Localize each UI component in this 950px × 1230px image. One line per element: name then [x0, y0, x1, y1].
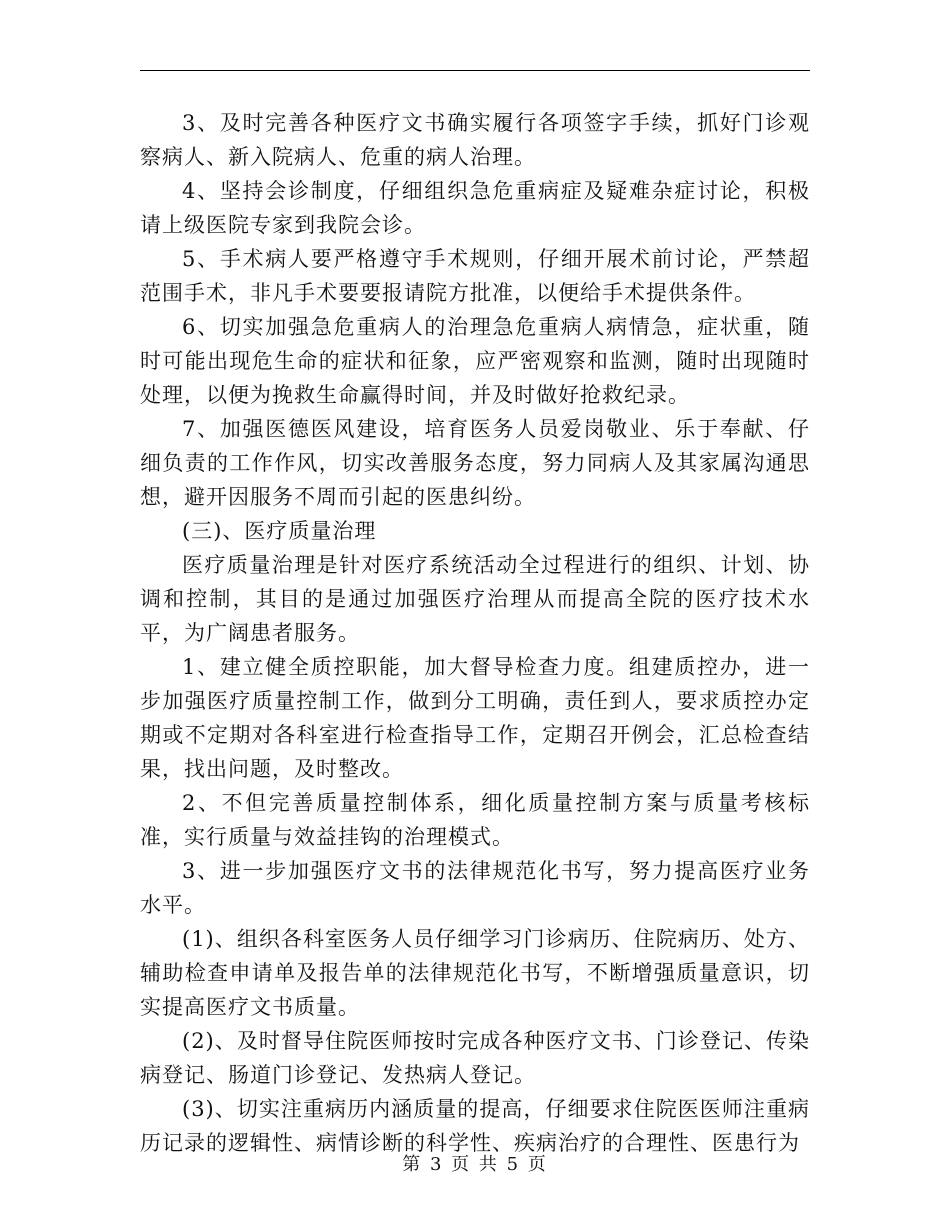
paragraph: 医疗质量治理是针对医疗系统活动全过程进行的组织、计划、协调和控制，其目的是通过加强医疗治理从而提高全院的医疗技术水平，为广阔患者服务。 — [140, 553, 810, 645]
paragraph: (2)、及时督导住院医师按时完成各种医疗文书、门诊登记、传染病登记、肠道门诊登记、发热病人登记。 — [140, 1029, 810, 1087]
paragraph: (3)、切实注重病历内涵质量的提高，仔细要求住院医医师注重病历记录的逻辑性、病情诊断的科学性、疾病治疗的合理性、医患行为 — [140, 1097, 810, 1155]
header-rule — [140, 70, 810, 71]
paragraph: 2、不但完善质量控制体系，细化质量控制方案与质量考核标准，实行质量与效益挂钩的治理模式。 — [140, 791, 810, 849]
page-number: 第 3 页 共 5 页 — [402, 1154, 548, 1175]
paragraph: 6、切实加强急危重病人的治理急危重病人病情急，症状重，随时可能出现危生命的症状和征象，应严密观察和监测，随时出现随时处理，以便为挽救生命赢得时间，并及时做好抢救纪录。 — [140, 315, 810, 407]
paragraph: (1)、组织各科室医务人员仔细学习门诊病历、住院病历、处方、辅助检查申请单及报告单的法律规范化书写，不断增强质量意识，切实提高医疗文书质量。 — [140, 927, 810, 1019]
paragraph: 5、手术病人要严格遵守手术规则，仔细开展术前讨论，严禁超范围手术，非凡手术要要报请院方批准，以便给手术提供条件。 — [140, 247, 810, 305]
paragraph: 3、进一步加强医疗文书的法律规范化书写，努力提高医疗业务水平。 — [140, 859, 810, 917]
paragraph: 1、建立健全质控职能，加大督导检查力度。组建质控办，进一步加强医疗质量控制工作，做到分工明确，责任到人，要求质控办定期或不定期对各科室进行检查指导工作，定期召开例会，汇总检查结果，找出问题，及时整改。 — [140, 655, 810, 781]
paragraph: 7、加强医德医风建设，培育医务人员爱岗敬业、乐于奉献、仔细负责的工作作风，切实改善服务态度，努力同病人及其家属沟通思想，避开因服务不周而引起的医患纠纷。 — [140, 417, 810, 509]
paragraph: 4、坚持会诊制度，仔细组织急危重病症及疑难杂症讨论，积极请上级医院专家到我院会诊。 — [140, 179, 810, 237]
paragraph: 3、及时完善各种医疗文书确实履行各项签字手续，抓好门诊观察病人、新入院病人、危重的病人治理。 — [140, 111, 810, 169]
section-heading: (三)、医疗质量治理 — [182, 519, 377, 543]
document-body — [140, 106, 810, 1160]
